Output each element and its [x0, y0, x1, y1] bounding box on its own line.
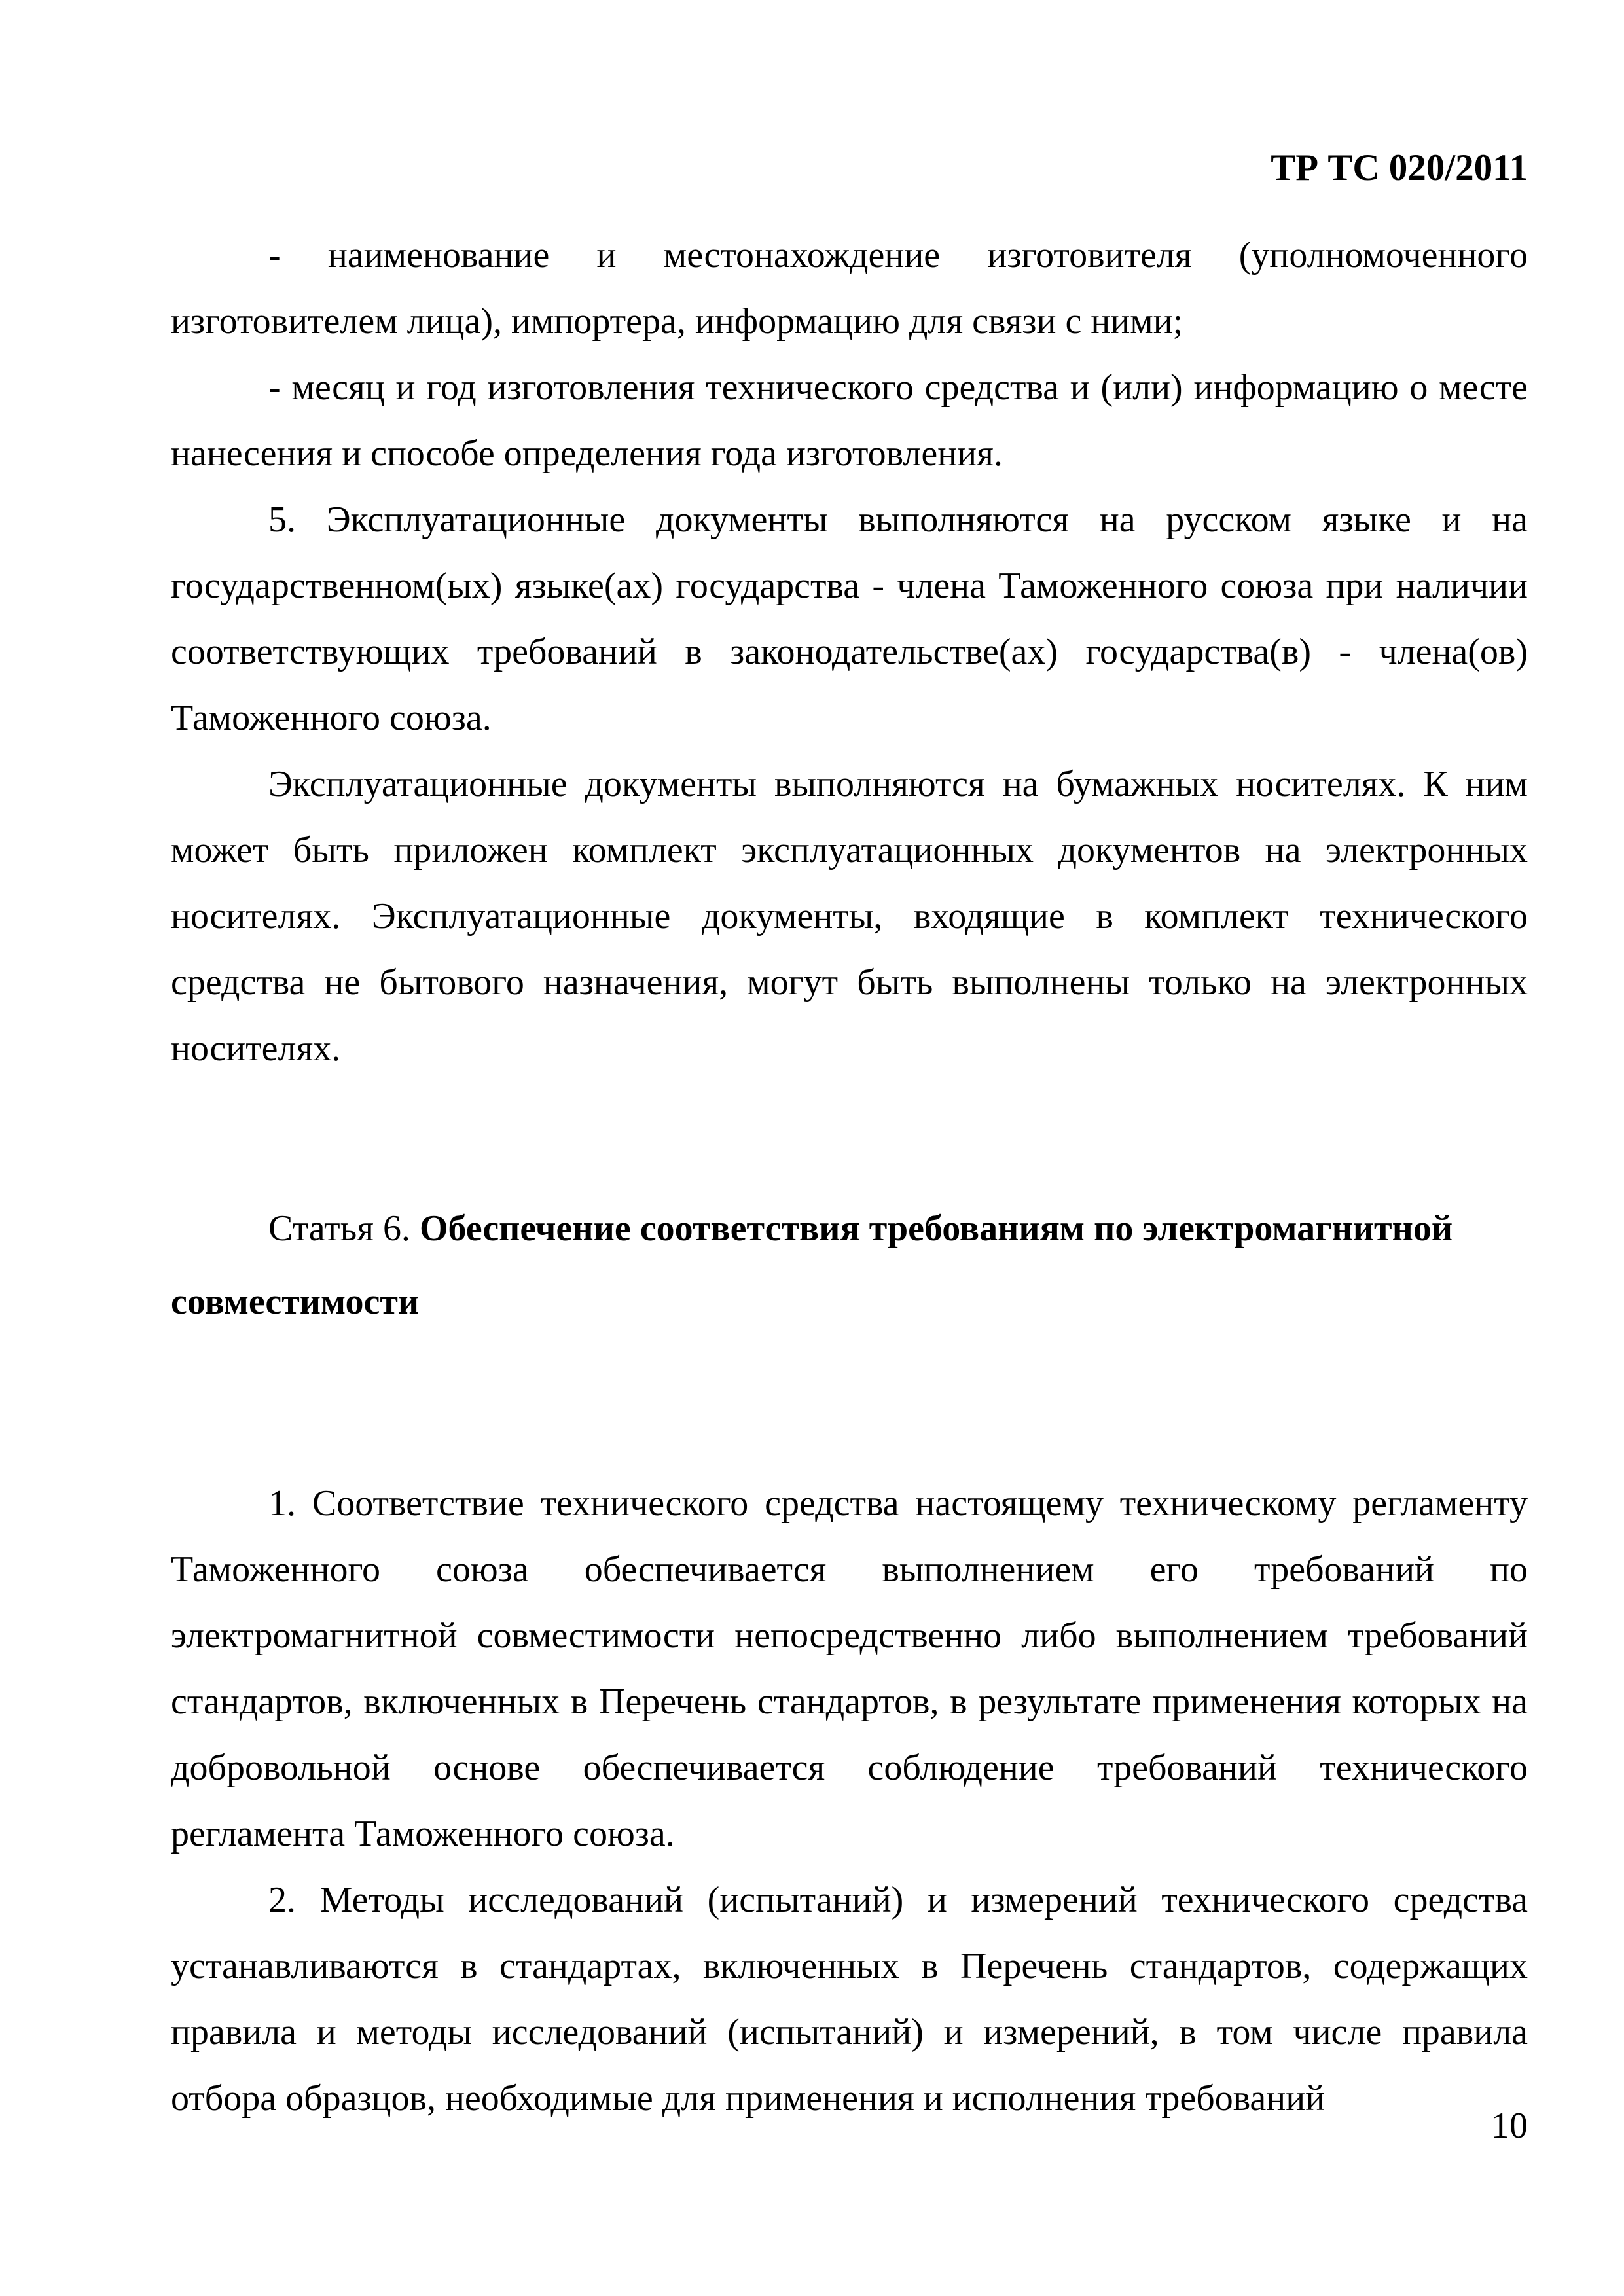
document-code-header: ТР ТС 020/2011 [1271, 147, 1528, 188]
paragraph-article-6-item-2: 2. Методы исследований (испытаний) и измерений технического средства устанавливаются в стандартах, включенных в Перечень стандартов, содержащих правила и методы исследований (испытаний) и измерений, в том числе правила отбора образцов, необходимые для применения и исполнения требований [171, 1880, 1528, 2119]
article-6-title: Обеспечение соответствия требованиям по электромагнитной совместимости [171, 1208, 1453, 1322]
page-number: 10 [1491, 2106, 1528, 2146]
paragraph-paper-media: Эксплуатационные документы выполняются на бумажных носителях. К ним может быть приложен комплект эксплуатационных документов на электронных носителях. Эксплуатационные документы, входящие в комплект технического средства не бытового назначения, могут быть выполнены только на электронных носителях. [171, 764, 1528, 1069]
article-6-heading [171, 1192, 1528, 1338]
paragraph-article-6-item-1: 1. Соответствие технического средства настоящему техническому регламенту Таможенного союза обеспечивается выполнением его требований по электромагнитной совместимости непосредственно либо выполнением требований стандартов, включенных в Перечень стандартов, в результате применения которых на добровольной основе обеспечивается соблюдение требований технического регламента Таможенного союза. [171, 1483, 1528, 1854]
paragraph-manufacturer-info: - наименование и местонахождение изготовителя (уполномоченного изготовителем лица), импортера, информацию для связи с ними; [171, 235, 1528, 342]
paragraph-manufacture-date: - месяц и год изготовления технического средства и (или) информацию о месте нанесения и способе определения года изготовления. [171, 367, 1528, 474]
document-body [171, 223, 1528, 2132]
article-6-prefix: Статья 6. [268, 1208, 410, 1249]
paragraph-item-5-language: 5. Эксплуатационные документы выполняются на русском языке и на государственном(ых) языке(ах) государства - члена Таможенного союза при наличии соответствующих требований в законодательстве(ах) государства(в) - члена(ов) Таможенного союза. [171, 499, 1528, 738]
